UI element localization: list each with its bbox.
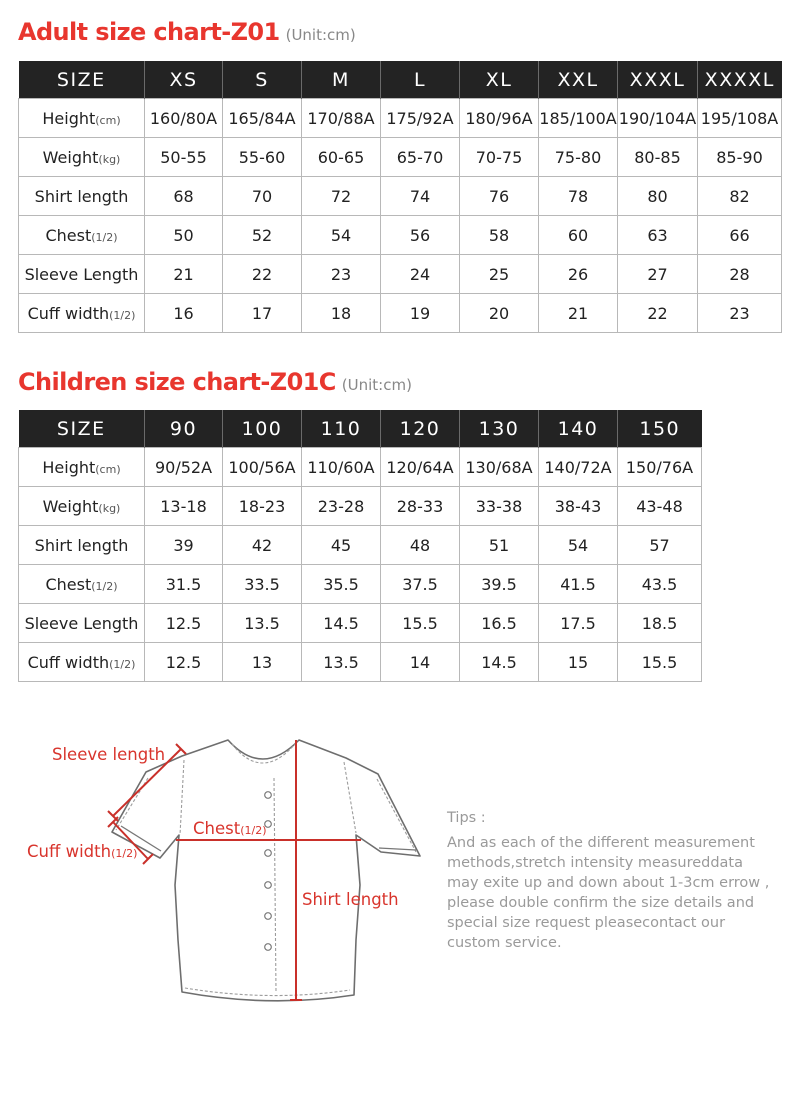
size-column-header: 90 (145, 410, 223, 448)
row-label (19, 216, 145, 255)
table-cell: 26 (539, 255, 618, 294)
row-label (19, 526, 145, 565)
table-cell: 110/60A (302, 448, 381, 487)
row-label-text: Shirt length (34, 186, 129, 206)
size-column-header: S (223, 61, 302, 99)
table-cell: 13.5 (302, 643, 381, 682)
row-label (19, 255, 145, 294)
button-dot (265, 913, 272, 920)
table-cell: 15.5 (618, 643, 702, 682)
table-cell: 80 (618, 177, 698, 216)
table-row (19, 138, 782, 177)
sleeve-length-label: Sleeve length (52, 745, 166, 764)
cuff-width-label-text: Cuff width (27, 842, 112, 861)
table-cell: 160/80A (145, 99, 223, 138)
row-label-text: Weight (42, 147, 99, 167)
table-cell: 90/52A (145, 448, 223, 487)
table-cell: 120/64A (381, 448, 460, 487)
table-cell: 140/72A (539, 448, 618, 487)
table-cell: 19 (381, 294, 460, 333)
table-cell: 76 (460, 177, 539, 216)
row-label (19, 138, 145, 177)
row-label-unit: (1/2) (109, 657, 136, 671)
table-cell: 66 (698, 216, 782, 255)
tips-line: please double confirm the size details and (447, 895, 755, 911)
table-row (19, 177, 782, 216)
table-cell: 24 (381, 255, 460, 294)
table-cell: 23-28 (302, 487, 381, 526)
table-cell: 41.5 (539, 565, 618, 604)
table-cell: 33.5 (223, 565, 302, 604)
row-label-unit: (kg) (98, 501, 121, 515)
row-label-text: Height (42, 457, 96, 477)
size-column-header: 140 (539, 410, 618, 448)
row-label-unit: (1/2) (91, 230, 118, 244)
children-chart-title (18, 368, 412, 396)
table-cell: 175/92A (381, 99, 460, 138)
size-column-header: 120 (381, 410, 460, 448)
table-cell: 165/84A (223, 99, 302, 138)
table-cell: 38-43 (539, 487, 618, 526)
table-cell: 82 (698, 177, 782, 216)
table-row (19, 255, 782, 294)
table-cell: 130/68A (460, 448, 539, 487)
adult-size-table (18, 61, 782, 333)
table-cell: 15.5 (381, 604, 460, 643)
table-cell: 42 (223, 526, 302, 565)
table-cell: 54 (539, 526, 618, 565)
table-cell: 13.5 (223, 604, 302, 643)
table-row (19, 565, 702, 604)
table-row (19, 643, 702, 682)
table-cell: 18-23 (223, 487, 302, 526)
table-cell: 39.5 (460, 565, 539, 604)
table-cell: 78 (539, 177, 618, 216)
table-cell: 31.5 (145, 565, 223, 604)
table-cell: 150/76A (618, 448, 702, 487)
adult-chart-title (18, 18, 356, 46)
size-column-header: XXXL (618, 61, 698, 99)
table-cell: 185/100A (539, 99, 618, 138)
row-label-text: Height (42, 108, 96, 128)
table-cell: 50-55 (145, 138, 223, 177)
table-row (19, 487, 702, 526)
row-label-text: Chest (45, 225, 92, 245)
table-row (19, 448, 702, 487)
children-size-table (18, 410, 702, 682)
tips-line: special size request pleasecontact our (447, 915, 726, 931)
row-label-text: Sleeve Length (24, 264, 139, 284)
tips-line: methods,stretch intensity measureddata (447, 855, 743, 871)
tips-line: may exite up and down about 1-3cm errow , (447, 875, 770, 891)
table-cell: 28-33 (381, 487, 460, 526)
cuff-width-label (27, 842, 137, 861)
tips-line: custom service. (447, 935, 562, 951)
table-cell: 13-18 (145, 487, 223, 526)
table-cell: 23 (302, 255, 381, 294)
table-cell: 70-75 (460, 138, 539, 177)
table-cell: 57 (618, 526, 702, 565)
row-label-unit: (cm) (95, 462, 121, 476)
table-cell: 48 (381, 526, 460, 565)
size-column-header: XXXXL (698, 61, 782, 99)
row-label-text: Cuff width (27, 652, 110, 672)
row-label-unit: (kg) (98, 152, 121, 166)
table-cell: 39 (145, 526, 223, 565)
chest-label (193, 819, 267, 838)
table-cell: 63 (618, 216, 698, 255)
table-cell: 37.5 (381, 565, 460, 604)
row-label-unit: (1/2) (91, 579, 118, 593)
tips-heading: Tips : (447, 810, 486, 826)
row-label-unit: (cm) (95, 113, 121, 127)
table-cell: 68 (145, 177, 223, 216)
table-cell: 58 (460, 216, 539, 255)
table-cell: 18.5 (618, 604, 702, 643)
table-cell: 14.5 (460, 643, 539, 682)
shirt-length-label: Shirt length (302, 890, 399, 909)
size-header-label: SIZE (19, 61, 145, 99)
table-cell: 74 (381, 177, 460, 216)
table-cell: 35.5 (302, 565, 381, 604)
children-unit-label: (Unit:cm) (341, 376, 412, 394)
table-row (19, 294, 782, 333)
table-cell: 85-90 (698, 138, 782, 177)
row-label (19, 643, 145, 682)
children-title-text: Children size chart-Z01C (18, 368, 336, 396)
table-cell: 16.5 (460, 604, 539, 643)
chest-label-text: Chest (193, 819, 241, 838)
tips-block (447, 808, 769, 953)
table-cell: 12.5 (145, 604, 223, 643)
table-cell: 170/88A (302, 99, 381, 138)
table-cell: 54 (302, 216, 381, 255)
row-label (19, 565, 145, 604)
table-cell: 195/108A (698, 99, 782, 138)
table-cell: 21 (539, 294, 618, 333)
table-cell: 22 (618, 294, 698, 333)
adult-unit-label: (Unit:cm) (285, 26, 356, 44)
table-cell: 21 (145, 255, 223, 294)
table-row (19, 216, 782, 255)
table-cell: 56 (381, 216, 460, 255)
row-label-text: Chest (45, 574, 92, 594)
table-cell: 55-60 (223, 138, 302, 177)
row-label (19, 604, 145, 643)
size-column-header: 150 (618, 410, 702, 448)
size-column-header: L (381, 61, 460, 99)
table-cell: 80-85 (618, 138, 698, 177)
table-cell: 28 (698, 255, 782, 294)
table-row (19, 526, 702, 565)
table-cell: 15 (539, 643, 618, 682)
size-column-header: M (302, 61, 381, 99)
cuff-width-label-sub: (1/2) (111, 847, 138, 860)
table-cell: 50 (145, 216, 223, 255)
table-cell: 17 (223, 294, 302, 333)
row-label-text: Shirt length (34, 535, 129, 555)
row-label (19, 448, 145, 487)
tips-line: And as each of the different measurement (447, 835, 755, 851)
adult-title-text: Adult size chart-Z01 (18, 18, 280, 46)
table-cell: 17.5 (539, 604, 618, 643)
table-cell: 60-65 (302, 138, 381, 177)
table-row (19, 99, 782, 138)
table-cell: 25 (460, 255, 539, 294)
children-header-row (19, 410, 702, 448)
table-cell: 16 (145, 294, 223, 333)
row-label-text: Weight (42, 496, 99, 516)
table-cell: 60 (539, 216, 618, 255)
table-cell: 12.5 (145, 643, 223, 682)
table-cell: 52 (223, 216, 302, 255)
adult-header-row (19, 61, 782, 99)
row-label (19, 487, 145, 526)
table-cell: 20 (460, 294, 539, 333)
button-dot (265, 850, 272, 857)
table-cell: 70 (223, 177, 302, 216)
table-cell: 180/96A (460, 99, 539, 138)
table-cell: 33-38 (460, 487, 539, 526)
table-cell: 13 (223, 643, 302, 682)
row-label-text: Cuff width (27, 303, 110, 323)
table-cell: 190/104A (618, 99, 698, 138)
shirt-body-outline (112, 740, 420, 1001)
table-cell: 51 (460, 526, 539, 565)
table-cell: 72 (302, 177, 381, 216)
table-cell: 75-80 (539, 138, 618, 177)
size-column-header: 130 (460, 410, 539, 448)
size-column-header: XXL (539, 61, 618, 99)
button-dot (265, 944, 272, 951)
chest-label-sub: (1/2) (240, 824, 267, 837)
row-label (19, 177, 145, 216)
table-cell: 27 (618, 255, 698, 294)
size-header-label: SIZE (19, 410, 145, 448)
button-dot (265, 792, 272, 799)
table-cell: 14.5 (302, 604, 381, 643)
table-cell: 23 (698, 294, 782, 333)
table-cell: 22 (223, 255, 302, 294)
table-cell: 43-48 (618, 487, 702, 526)
table-cell: 65-70 (381, 138, 460, 177)
size-column-header: XL (460, 61, 539, 99)
table-cell: 43.5 (618, 565, 702, 604)
table-cell: 45 (302, 526, 381, 565)
size-column-header: 100 (223, 410, 302, 448)
button-dot (265, 882, 272, 889)
table-cell: 100/56A (223, 448, 302, 487)
table-cell: 18 (302, 294, 381, 333)
table-row (19, 604, 702, 643)
table-cell: 14 (381, 643, 460, 682)
size-column-header: 110 (302, 410, 381, 448)
row-label (19, 294, 145, 333)
size-column-header: XS (145, 61, 223, 99)
row-label-text: Sleeve Length (24, 613, 139, 633)
row-label-unit: (1/2) (109, 308, 136, 322)
row-label (19, 99, 145, 138)
